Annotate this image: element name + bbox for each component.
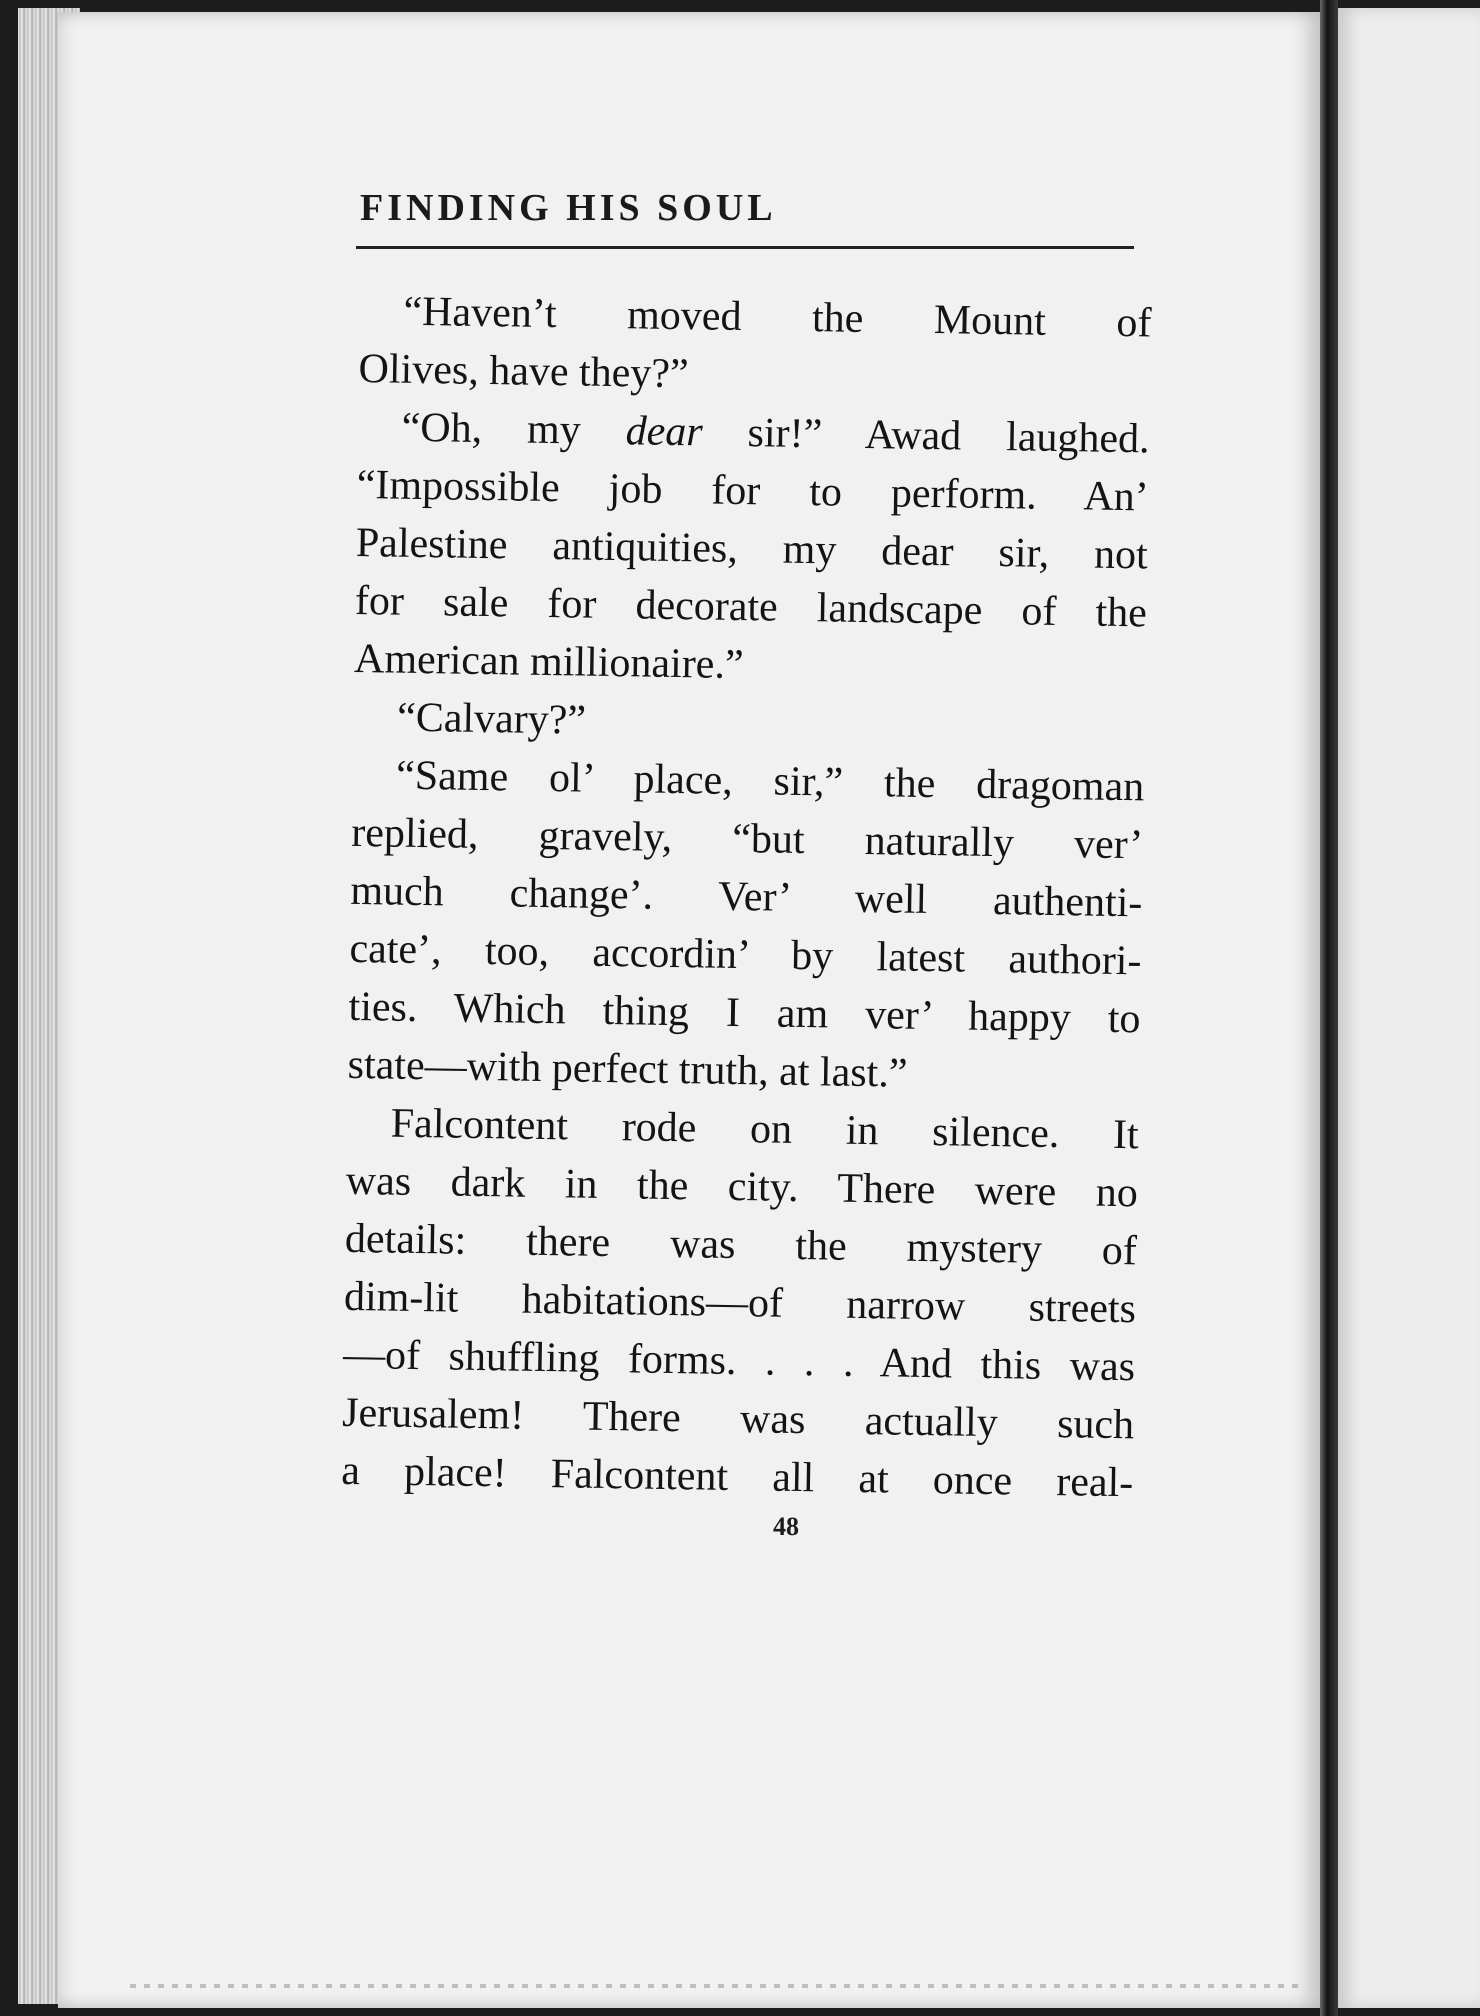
text-line: details: there was the mystery of [344,1215,1138,1275]
text-segment: sir!” Awad laughed. [702,409,1150,463]
text-line: American millionaire.” [353,635,744,689]
text-line: “Calvary?” [396,694,587,744]
body-text [341,282,1152,1512]
text-line: dim-lit habitations—of narrow streets [343,1273,1137,1333]
running-head: FINDING HIS SOUL [360,187,777,229]
text-line: a place! Falcontent all at once real- [340,1447,1134,1507]
text-line: for sale for decorate landscape of the [354,577,1148,637]
text-line: Falcontent rode on in silence. It [390,1100,1140,1159]
text-line: Jerusalem! There was actually such [341,1389,1135,1449]
text-line: Palestine antiquities, my dear sir, not [355,519,1149,579]
page-number: 48 [773,1512,799,1541]
text-line: “Same ol’ place, sir,” the dragoman [395,752,1145,811]
text-line: replied, gravely, “but naturally ver’ [350,809,1144,869]
text-line: “Haven’t moved the Mount of [403,288,1152,347]
text-line: —of shuffling forms. . . . And this was [342,1331,1136,1391]
text-line: Olives, have they?” [358,345,690,398]
right-page-edge [1338,8,1480,2008]
text-line: state—with perfect truth, at last.” [347,1041,908,1097]
head-rule [356,246,1134,249]
book-gutter [1320,0,1338,2016]
text-segment: “Oh, my [401,404,627,455]
text-line: ties. Which thing I am ver’ happy to [348,983,1141,1043]
bottom-edge-marks [130,1984,1300,1988]
italic-word: dear [625,408,704,456]
text-line: much change’. Ver’ well authenti- [350,867,1143,927]
text-line: “Impossible job for to perform. An’ [356,461,1150,521]
text-line: cate’, too, accordin’ by latest authori- [349,925,1142,985]
text-line: was dark in the city. There were no [345,1157,1139,1217]
